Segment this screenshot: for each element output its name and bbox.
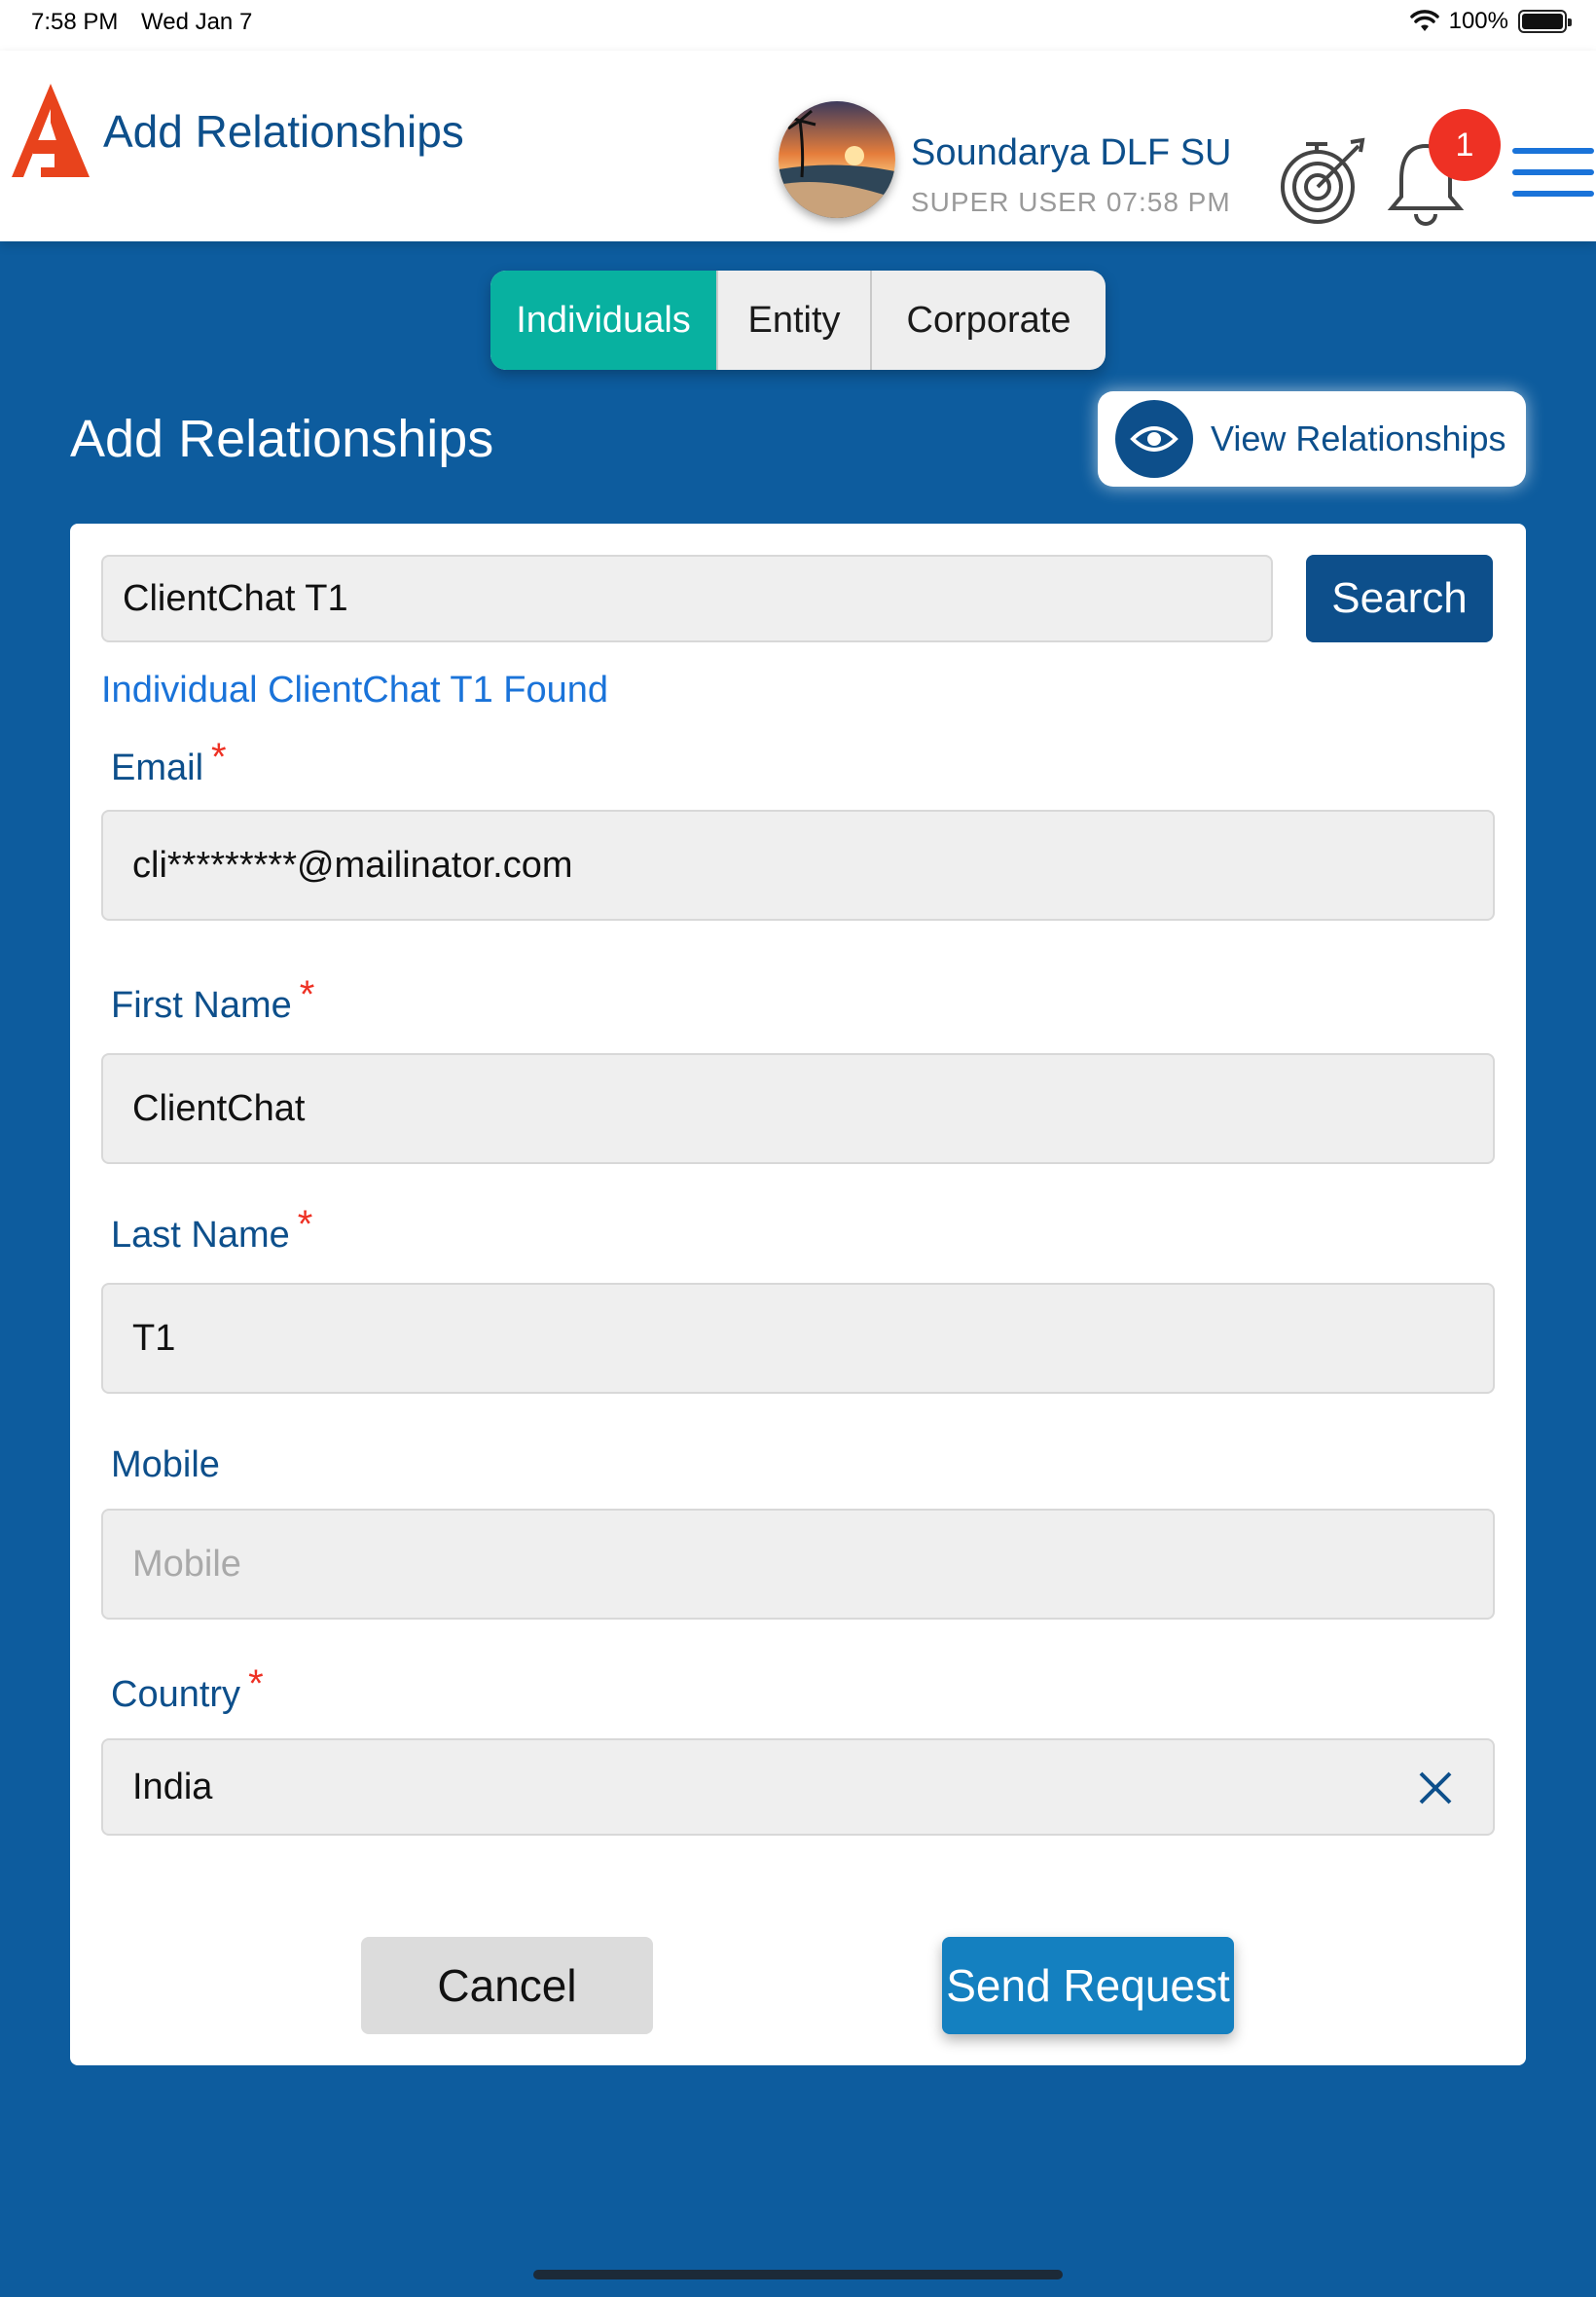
tab-corporate[interactable]: Corporate xyxy=(906,299,1071,341)
email-field[interactable]: cli*********@mailinator.com xyxy=(101,810,1495,921)
eye-icon xyxy=(1115,400,1193,478)
required-marker: * xyxy=(297,1203,313,1246)
last-name-label: Last Name * xyxy=(111,1203,313,1256)
battery-percent: 100% xyxy=(1448,8,1508,34)
email-label: Email * xyxy=(111,736,227,788)
tab-entity[interactable]: Entity xyxy=(718,271,872,370)
country-label: Country * xyxy=(111,1662,264,1715)
page-title: Add Relationships xyxy=(70,410,494,468)
first-name-label: First Name * xyxy=(111,973,315,1026)
target-icon[interactable] xyxy=(1277,136,1366,226)
last-name-field[interactable]: T1 xyxy=(101,1283,1495,1394)
app-header xyxy=(0,51,1596,241)
view-relationships-label: View Relationships xyxy=(1211,419,1506,458)
required-marker: * xyxy=(299,973,315,1016)
mobile-label: Mobile xyxy=(111,1444,220,1485)
close-icon[interactable] xyxy=(1413,1766,1458,1810)
status-bar xyxy=(0,0,1596,51)
user-name: Soundarya DLF SU xyxy=(911,132,1232,173)
first-name-field[interactable]: ClientChat xyxy=(101,1053,1495,1164)
menu-icon[interactable] xyxy=(1512,148,1594,222)
logo-icon[interactable] xyxy=(12,84,91,181)
home-indicator[interactable] xyxy=(533,2270,1063,2279)
country-value: India xyxy=(132,1767,213,1807)
required-marker: * xyxy=(211,736,227,779)
required-marker: * xyxy=(248,1662,264,1705)
status-indicators xyxy=(1410,8,1567,35)
mobile-field[interactable]: Mobile xyxy=(101,1509,1495,1620)
status-date: Wed Jan 7 xyxy=(141,9,253,35)
search-result-text: Individual ClientChat T1 Found xyxy=(101,670,609,711)
status-time: 7:58 PM xyxy=(31,9,119,35)
tab-individuals[interactable]: Individuals xyxy=(490,271,718,370)
battery-icon xyxy=(1518,10,1567,33)
header-title: Add Relationships xyxy=(103,106,464,157)
notification-badge[interactable]: 1 xyxy=(1429,109,1501,181)
search-button[interactable]: Search xyxy=(1306,555,1493,642)
relationship-type-tabs xyxy=(490,271,1106,370)
relationship-form-card xyxy=(70,524,1526,2065)
avatar[interactable] xyxy=(779,101,895,218)
search-input[interactable]: ClientChat T1 xyxy=(101,555,1273,642)
wifi-icon xyxy=(1410,10,1439,33)
user-role: SUPER USER 07:58 PM xyxy=(911,187,1231,217)
send-request-button[interactable]: Send Request xyxy=(942,1937,1234,2034)
cancel-button[interactable]: Cancel xyxy=(361,1937,653,2034)
country-field[interactable] xyxy=(101,1738,1495,1836)
view-relationships-button[interactable] xyxy=(1098,391,1526,487)
